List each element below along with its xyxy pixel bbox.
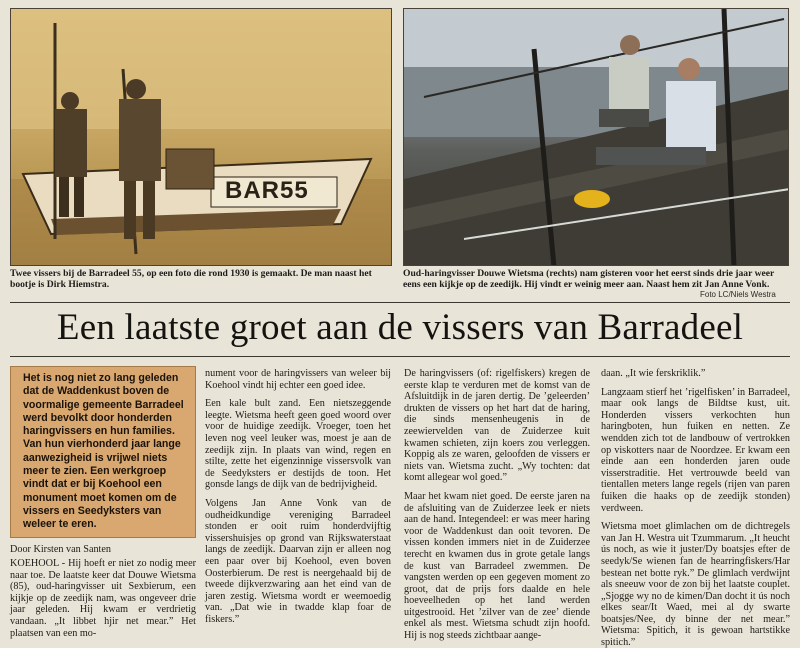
paragraph: KOEHOOL - Hij hoeft er niet zo nodig meer naar toe. De laatste keer dat Douwe Wietsma (85), oud-haringvisser uit Sexbierum, een kijkje op de zeedijk nam, was ongeveer drie jaar geleden. Hij kwam er verdrietig vandaan. „It libbet hjir net mear.” Het plaatsen van een mo-	[10, 558, 196, 639]
paragraph: daan. „It wie ferskriklik.”	[601, 368, 706, 379]
article-column-4	[601, 368, 790, 648]
fishermen-boat-illustration	[11, 9, 392, 266]
boat-marking: BAR55	[225, 177, 309, 204]
article-column-1	[10, 558, 196, 646]
paragraph: Wietsma moet glimlachen om de dichtregels van Jan H. Westra uit Tzummarum. „It heucht ús noch, as wie it juster/Dy boatsjes efter de seedyk/Se wienen fan de hearringfiskers/Har bestean net botte ryk.” De glimlach verdwijnt als sneeuw voor de zon bij het laatste couplet. „Sjogge wy no de kimen/Dan docht it ús noch elkes sear/It Waed, mei al dy swarte boatsjes/Nee, dy binne der net mear.” Wietsma: Spitich, it is gewoan hartstikke spitich.”	[601, 521, 790, 648]
byline: Door Kirsten van Santen	[10, 544, 112, 555]
paragraph: nument voor de haringvissers van weleer bij Koehool vindt hij echter een goed idee.	[205, 368, 391, 391]
photo-credit: Foto LC/Niels Westra	[700, 290, 776, 299]
paragraph: Langzaam stierf het ’rigelfisken’ in Barradeel, maar ook langs de Bildtse kust, uit. Honderden vissers verkochten hun haringboten, hun fuiken en netten. Ze wendden zich tot de landbouw of vertrokken op viskotters naar de Noordzee. Er kwam een einde aan een honderden jaren oude visserstraditie. Het vertrouwde beeld van tientallen meters lange regels (rijen van paren fuiken die haaks op de zeedijk stonden) verdween.	[601, 386, 790, 514]
divider	[10, 302, 790, 303]
paragraph: Volgens Jan Anne Vonk van de oudheidkundige vereniging Barradeel stonden er ooit ruim honderdvijftig vissershuisjes op grond van Rijkswaterstaat langs de zeedijk. Daarvan zijn er alleen nog een paar over bij Koehool, even boven Oosterbierum. De rest is neergehaald bij de tweede dijkverzwaring aan het eind van de jaren zestig. Wietsma wordt er weemoedig van. „Dat wie in twadde klap foar de fiskers.”	[205, 497, 391, 625]
intro-box	[10, 366, 196, 538]
photo-caption-right: Oud-haringvisser Douwe Wietsma (rechts) nam gisteren voor het eerst sinds drie jaar weer eens een kijkje op de zeedijk. Hij vindt er weinig meer aan. Naast hem zit Jan Anne Vonk.	[403, 268, 775, 290]
historic-fishermen-photo	[10, 8, 392, 266]
divider	[10, 356, 790, 357]
paragraph: Een kale bult zand. Een nietszeggende leegte. Wietsma heeft geen goed woord over voor de huidige zeedijk. Vroeger, toen het leven nog veel leuker was, moest je aan de zeedijk zijn. In plaats van wind, regen en stilte, zette het eigenzinnige vissersvolk van de Seedyksters er destijds de toon. Het gonsde langs de dijk van de bedrijvigheid.	[205, 398, 391, 491]
intro-text: Het is nog niet zo lang geleden dat de Waddenkust boven de voormalige gemeente Barradeel werd bevolkt door honderden haringvissers en hun families. Van hun vierhonderd jaar lange aanwezigheid is vrijwel niets meer te zien. Een werkgroep vindt dat er bij Koehool een monument moet komen om de vissers en Seedyksters van weleer te eren.	[23, 372, 184, 531]
paragraph: Maar het kwam niet goed. De eerste jaren na de afsluiting van de Zuiderzee leek er niets aan de hand. Integendeel: er was meer haring voor de Waddenkust dan ooit tevoren. De vissen konden immers niet in de Zuiderzee terecht en kwamen dus in grote getale langs de kust van Barradeel zwemmen. De vangsten werden op een gegeven moment zo groot, dat de prijs fors daalde en hele hoeveelheden op het land werden uitgestrooid. Het ’zilver van de zee’ diende enkel als mest. Wietsma schudt zijn hoofd. Hij is nog steeds zichtbaar aange-	[404, 490, 590, 642]
headline: Een laatste groet aan de vissers van Barradeel	[56, 307, 744, 348]
article-column-2	[205, 368, 391, 632]
dike-visit-photo	[403, 8, 789, 266]
men-on-dike-illustration	[404, 9, 789, 266]
photo-caption-left: Twee vissers bij de Barradeel 55, op een foto die rond 1930 is gemaakt. De man naast het bootje is Dirk Hiemstra.	[10, 268, 372, 290]
paragraph: De haringvissers (of: rigelfiskers) kregen de eerste klap te verduren met de komst van de Afsluitdijk in de jaren dertig. De ’geleerden’ drukten de vissers op het hart dat de haring, die sinds mensenheugenis in de zeewiervelden van de Zuiderzee kuit kwamen schieten, zijn koers zou verleggen. Koppig als ze waren, geloofden de vissers er niets van. Wietsma zucht. „Wy tochten: dat komt allegear wol goed.”	[404, 368, 590, 484]
article-column-3	[404, 368, 590, 648]
